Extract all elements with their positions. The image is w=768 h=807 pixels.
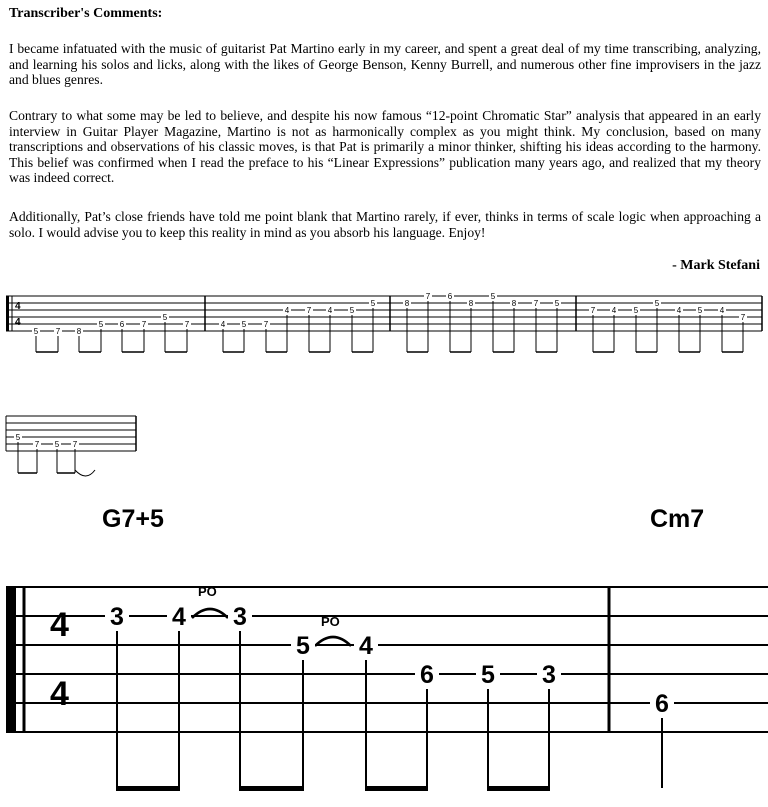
tab-note: 7 [533,299,539,308]
tab-note: 6 [420,661,434,689]
tab-note: 4 [611,306,617,315]
tab-note: 5 [554,299,560,308]
tab-note: 5 [697,306,703,315]
tab-note: 8 [76,327,82,336]
chord-symbol-cm7: Cm7 [650,505,705,533]
tab-note: 3 [233,603,247,631]
tab-note: 3 [542,661,556,689]
tab-note: 5 [349,306,355,315]
tab-note: 5 [370,299,376,308]
chord-symbol-g7-sharp5: G7+5 [102,505,164,533]
tab-note: 5 [162,313,168,322]
tab-note: 3 [110,603,124,631]
tab-note: 7 [263,320,269,329]
large-tab-notes [105,602,674,791]
author-signature: - Mark Stefani [672,258,760,273]
tie-icon [75,470,95,476]
fragment-tab-notes [14,433,79,473]
pull-off-label: PO [321,614,340,629]
time-signature-bottom: 4 [50,675,69,713]
note-beam [116,786,180,791]
tab-note: 8 [468,299,474,308]
tab-note: 5 [633,306,639,315]
tab-note: 7 [72,440,78,449]
comments-paragraph-2: Contrary to what some may be led to believe, and despite his now famous “12-point Chromatic Star” analysis that appeared in an early interview in Guitar Player Magazine, Martino is not as harmonically complex as you might think. My conclusion, based on many transcriptions and observations of his classic moves, is that Pat is primarily a minor thinker, shifting his ideas according to the harmony. This belief was confirmed when I read the preface to his “Linear Expressions” publication many years ago, and realized that my theory was indeed correct. [9,108,761,185]
tab-note: 5 [296,632,310,660]
tab-note: 7 [34,440,40,449]
note-beam [239,786,304,791]
tab-note: 5 [15,433,21,442]
tab-note: 4 [172,603,186,631]
tab-note: 4 [719,306,725,315]
tab-note: 5 [654,299,660,308]
comments-heading: Transcriber's Comments: [9,6,163,21]
tab-note: 5 [33,327,39,336]
tab-note: 7 [740,313,746,322]
tab-note: 4 [220,320,226,329]
tab-note: 4 [676,306,682,315]
tab-note: 4 [359,632,373,660]
time-signature-bottom: 4 [15,317,21,328]
tab-note: 5 [481,661,495,689]
tab-note: 4 [327,306,333,315]
tab-note: 6 [119,320,125,329]
tab-note: 7 [590,306,596,315]
tab-note: 6 [447,292,453,301]
note-beam [365,786,428,791]
tab-note: 4 [284,306,290,315]
pull-off-label: PO [198,584,217,599]
tab-note: 7 [425,292,431,301]
tab-note: 7 [55,327,61,336]
start-barline [6,296,9,331]
time-signature-top: 4 [50,606,69,644]
tab-note: 8 [404,299,410,308]
tab-staff-fragment [0,410,150,485]
time-signature-top: 4 [15,301,21,312]
tab-staff-small [0,290,768,360]
tab-note: 5 [490,292,496,301]
tab-note: 7 [306,306,312,315]
note-beam [487,786,550,791]
comments-paragraph-1: I became infatuated with the music of guitarist Pat Martino early in my career, and spent a great deal of my time transcribing, analyzing, and learning his solos and licks, along with the likes of George Benson, Kenny Burrell, and numerous other fine improvisers in the jazz and blues genres. [9,41,761,87]
tab-note: 8 [511,299,517,308]
tab-note: 7 [184,320,190,329]
tab-note: 5 [98,320,104,329]
tab-staff-large [0,500,768,807]
tab-note: 5 [54,440,60,449]
start-barline [6,587,16,732]
comments-paragraph-3: Additionally, Pat’s close friends have told me point blank that Martino rarely, if ever, thinks in terms of scale logic when approaching a solo. I would advise you to keep this reality in mind as you absorb his language. Enjoy! [9,209,761,240]
tab-note: 5 [241,320,247,329]
tab-note: 6 [655,690,669,718]
tab-note: 7 [141,320,147,329]
